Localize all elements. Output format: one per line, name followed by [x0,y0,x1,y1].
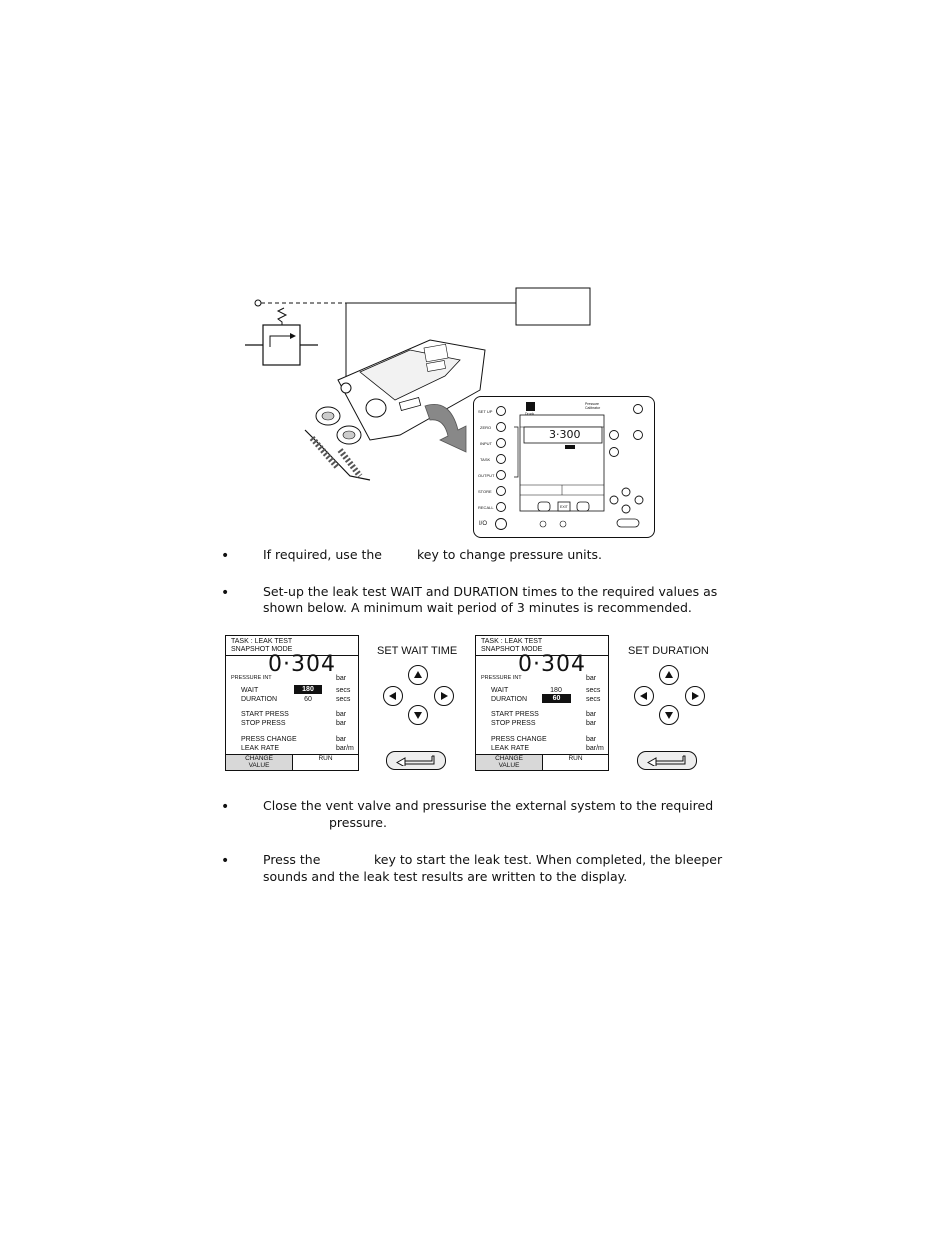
lcd-panel-duration [475,635,609,771]
bullet-1-text-b: key to change pressure units. [417,547,603,562]
btn-label-output: OUTPUT [478,473,495,478]
btn-label-input: INPUT [480,441,492,446]
wait-value[interactable]: 180 [294,685,322,694]
device-title: Pressure Calibrator [585,402,601,410]
arrow-left-icon [388,691,398,701]
softkey-run-label: RUN [568,755,583,762]
arrow-up-icon [664,670,674,680]
wait-unit: secs [586,687,601,694]
calibrator-illustration [305,340,485,480]
press-change-unit: bar [586,736,597,743]
bullet-1-text-a: If required, use the [263,547,382,562]
bullet-4-line-3: sounds and the leak test results are written to the display. [263,869,628,884]
arrow-down-icon [664,710,674,720]
bullet-2-line-2: shown below. A minimum wait period of 3 minutes is recommended. [263,600,692,615]
softkey-run-label: RUN [318,755,333,762]
duration-unit: secs [586,696,601,703]
bullet-4-symbol: • [221,853,230,869]
exit-label: EXIT [560,505,568,509]
enter-icon [396,755,436,766]
wait-label: WAIT [241,687,259,694]
panel-title-2: SNAPSHOT MODE [481,646,543,653]
softkey-change-value-label: CHANGE VALUE [495,755,523,769]
start-press-unit: bar [336,711,347,718]
stop-press-label: STOP PRESS [241,720,286,727]
start-press-unit: bar [586,711,597,718]
device-reading: 3·300 [549,428,581,441]
softkey-change-value[interactable] [226,754,293,770]
leak-rate-label: LEAK RATE [241,745,279,752]
panel-title-1: TASK : LEAK TEST [481,638,543,645]
btn-label-power: I/O [479,521,488,527]
btn-label-zero: ZERO [480,425,492,430]
bullet-2-symbol: • [221,585,230,601]
arrow-up-button[interactable] [659,665,679,685]
arrow-left-icon [639,691,649,701]
btn-label-recall: RECALL [478,505,494,510]
wait-unit: secs [336,687,351,694]
wait-value[interactable]: 180 [550,687,562,694]
arrow-down-button[interactable] [408,705,428,725]
brand-label: Druck [525,412,535,416]
pressure-label: PRESSURE INT [481,675,522,681]
leak-rate-label: LEAK RATE [491,745,529,752]
leak-rate-unit: bar/m [336,745,354,752]
pressure-relief-valve-icon [245,308,318,365]
arrow-right-icon [690,691,700,701]
arrow-down-icon [413,710,423,720]
bullet-3-line-1: Close the vent valve and pressurise the external system to the required [263,798,714,813]
bullet-3-symbol: • [221,799,230,815]
arrow-up-button[interactable] [408,665,428,685]
arrow-down-button[interactable] [659,705,679,725]
lcd-panel-wait [225,635,359,771]
press-change-label: PRESS CHANGE [241,736,297,743]
btn-label-task: TASK [480,457,491,462]
wait-label: WAIT [491,687,509,694]
bullet-2-line-1: Set-up the leak test WAIT and DURATION times to the required values as [263,584,718,599]
bullet-4-text-a: Press the [263,852,321,867]
panel-title-2: SNAPSHOT MODE [231,646,293,653]
btn-label-setup: SET UP [478,409,493,414]
start-press-label: START PRESS [241,711,289,718]
pressure-label: PRESSURE INT [231,675,272,681]
enter-button[interactable] [386,751,446,770]
stop-press-label: STOP PRESS [491,720,536,727]
bullet-3-line-2: pressure. [329,815,387,830]
duration-unit: secs [336,696,351,703]
enter-button[interactable] [637,751,697,770]
keypad-title-duration: SET DURATION [628,645,709,657]
softkey-run[interactable] [543,754,608,770]
arrow-left-button[interactable] [383,686,403,706]
start-press-label: START PRESS [491,711,539,718]
leak-rate-unit: bar/m [586,745,604,752]
calibrator-front-panel [473,396,655,538]
softkey-change-value[interactable] [476,754,543,770]
arrow-up-icon [413,670,423,680]
arrow-right-icon [439,691,449,701]
keypad-title-wait: SET WAIT TIME [377,645,458,657]
bullet-1-symbol: • [221,548,230,564]
stop-press-unit: bar [586,720,597,727]
arrow-right-button[interactable] [685,686,705,706]
panel-reading: 0·304 [268,652,336,677]
panel-title-1: TASK : LEAK TEST [231,638,293,645]
duration-label: DURATION [241,696,278,703]
front-panel-svg [474,397,654,537]
arrow-right-button[interactable] [434,686,454,706]
pressure-unit: bar [336,675,347,682]
press-change-label: PRESS CHANGE [491,736,547,743]
panel-reading: 0·304 [518,652,586,677]
stop-press-unit: bar [336,720,347,727]
enter-icon [647,755,687,766]
duration-value[interactable]: 60 [542,694,571,703]
press-change-unit: bar [336,736,347,743]
softkey-run[interactable] [293,754,358,770]
btn-label-store: STORE [478,489,492,494]
pressure-unit: bar [586,675,597,682]
bullet-4-text-b: key to start the leak test. When completed, the bleeper [374,852,723,867]
duration-label: DURATION [491,696,528,703]
arrow-left-button[interactable] [634,686,654,706]
duration-value[interactable]: 60 [304,696,312,703]
softkey-change-value-label: CHANGE VALUE [245,755,273,769]
